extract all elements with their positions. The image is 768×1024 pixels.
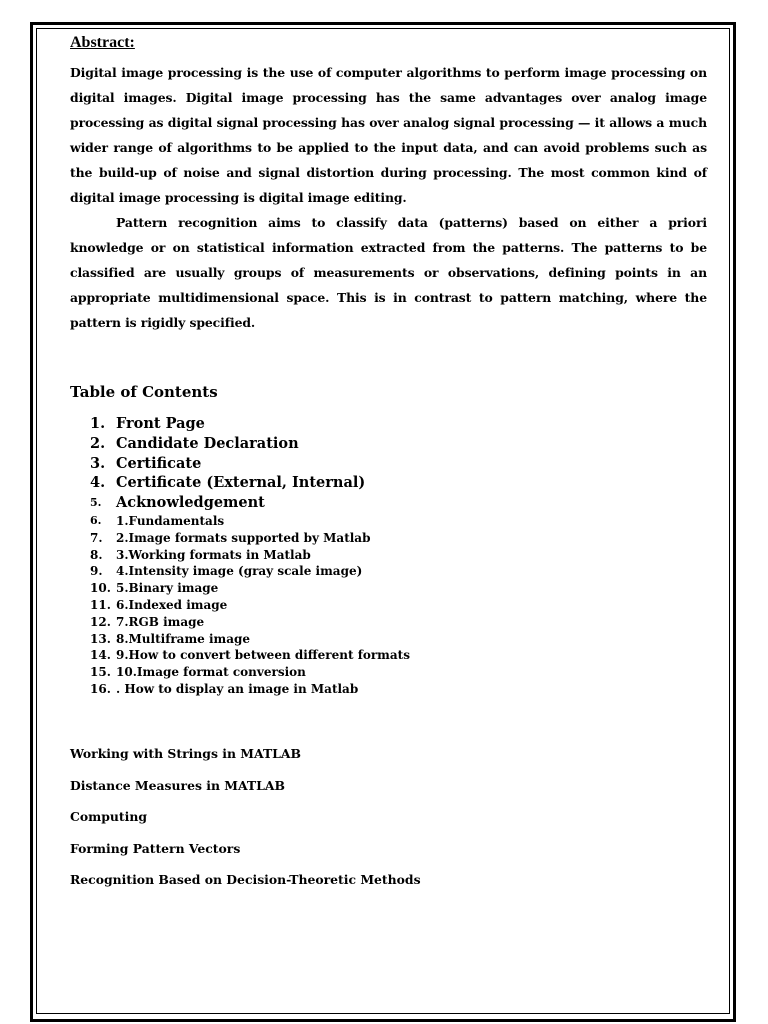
- toc-item: [90, 414, 410, 434]
- toc-item-label: 9.How to convert between different formats: [116, 648, 410, 663]
- abstract-heading: Abstract:: [70, 34, 135, 51]
- toc-item: [90, 631, 410, 648]
- toc-item-label: . How to display an image in Matlab: [116, 681, 359, 696]
- toc-item: [90, 597, 410, 614]
- document-content: [70, 32, 707, 888]
- abstract-paragraph-1: Digital image processing is the use of computer algorithms to perform image processing on digital images. Digital image processing has the same advantages over analog image processing as digital signal processing has over analog signal processing — it allows a much wider range of algorithms to be applied to the input data, and can avoid problems such as the build-up of noise and signal distortion during processing. The most common kind of digital image processing is digital image editing.: [70, 65, 707, 205]
- toc-item: [90, 664, 410, 681]
- toc-item: [90, 434, 410, 454]
- toc-item-number: 2.: [90, 434, 106, 452]
- toc-item: [90, 614, 410, 631]
- toc-item-label: 2.Image formats supported by Matlab: [116, 530, 371, 545]
- toc-item-label: Certificate: [116, 454, 202, 472]
- abstract-paragraph-2: Pattern recognition aims to classify data (patterns) based on either a priori knowledge or on statistical information extracted from the patterns. The patterns to be classified are usually groups of measurements or observations, defining points in an appropriate multidimensional space. This is in contrast to pattern matching, where the pattern is rigidly specified.: [70, 215, 707, 330]
- extra-topic-item: Forming Pattern Vectors: [70, 840, 241, 856]
- toc-item-number: 9.: [90, 564, 103, 579]
- toc-item-number: 7.: [90, 530, 103, 545]
- extra-topic-item: Recognition Based on Decision-Theoretic Methods: [70, 872, 421, 888]
- toc-item-number: 12.: [90, 614, 111, 629]
- toc-list: [90, 414, 410, 698]
- toc-item-label: 3.Working formats in Matlab: [116, 547, 311, 562]
- toc-item-label: 6.Indexed image: [116, 597, 228, 612]
- toc-item: [90, 580, 410, 597]
- toc-item-label: 4.Intensity image (gray scale image): [116, 564, 363, 579]
- toc-item-number: 10.: [90, 581, 111, 596]
- toc-item-number: 14.: [90, 648, 111, 663]
- toc-item: [90, 547, 410, 564]
- toc-item: [90, 493, 410, 513]
- toc-item-label: Candidate Declaration: [116, 434, 299, 452]
- toc-item-number: 8.: [90, 547, 103, 562]
- toc-item-number: 16.: [90, 681, 111, 696]
- toc-item-number: 5.: [90, 496, 102, 510]
- toc-item-label: 1.Fundamentals: [116, 513, 225, 528]
- extra-topic-item: Working with Strings in MATLAB: [70, 746, 301, 761]
- toc-item-label: 7.RGB image: [116, 614, 205, 629]
- toc-item: [90, 647, 410, 664]
- toc-item: [90, 454, 410, 474]
- toc-item: [90, 473, 410, 493]
- toc-item: [90, 513, 410, 530]
- toc-item-label: 8.Multiframe image: [116, 631, 251, 646]
- extra-topics-list: [70, 746, 421, 904]
- toc-item-label: 10.Image format conversion: [116, 665, 306, 680]
- toc-item-label: Front Page: [116, 415, 205, 432]
- toc-item-number: 4.: [90, 474, 106, 492]
- toc-item: [90, 681, 410, 698]
- extra-topic-item: Computing: [70, 809, 148, 825]
- extra-topic-item: Distance Measures in MATLAB: [70, 777, 285, 793]
- toc-item-number: 15.: [90, 665, 111, 680]
- toc-item: [90, 530, 410, 547]
- toc-item-number: 1.: [90, 415, 106, 432]
- toc-heading: Table of Contents: [70, 383, 218, 401]
- toc-item: [90, 563, 410, 580]
- toc-item-number: 11.: [90, 597, 111, 612]
- toc-item-label: 5.Binary image: [116, 581, 219, 596]
- toc-item-number: 13.: [90, 631, 111, 646]
- toc-item-label: Acknowledgement: [116, 494, 265, 512]
- toc-item-label: Certificate (External, Internal): [116, 474, 366, 492]
- toc-item-number: 6.: [90, 513, 102, 527]
- toc-item-number: 3.: [90, 454, 106, 472]
